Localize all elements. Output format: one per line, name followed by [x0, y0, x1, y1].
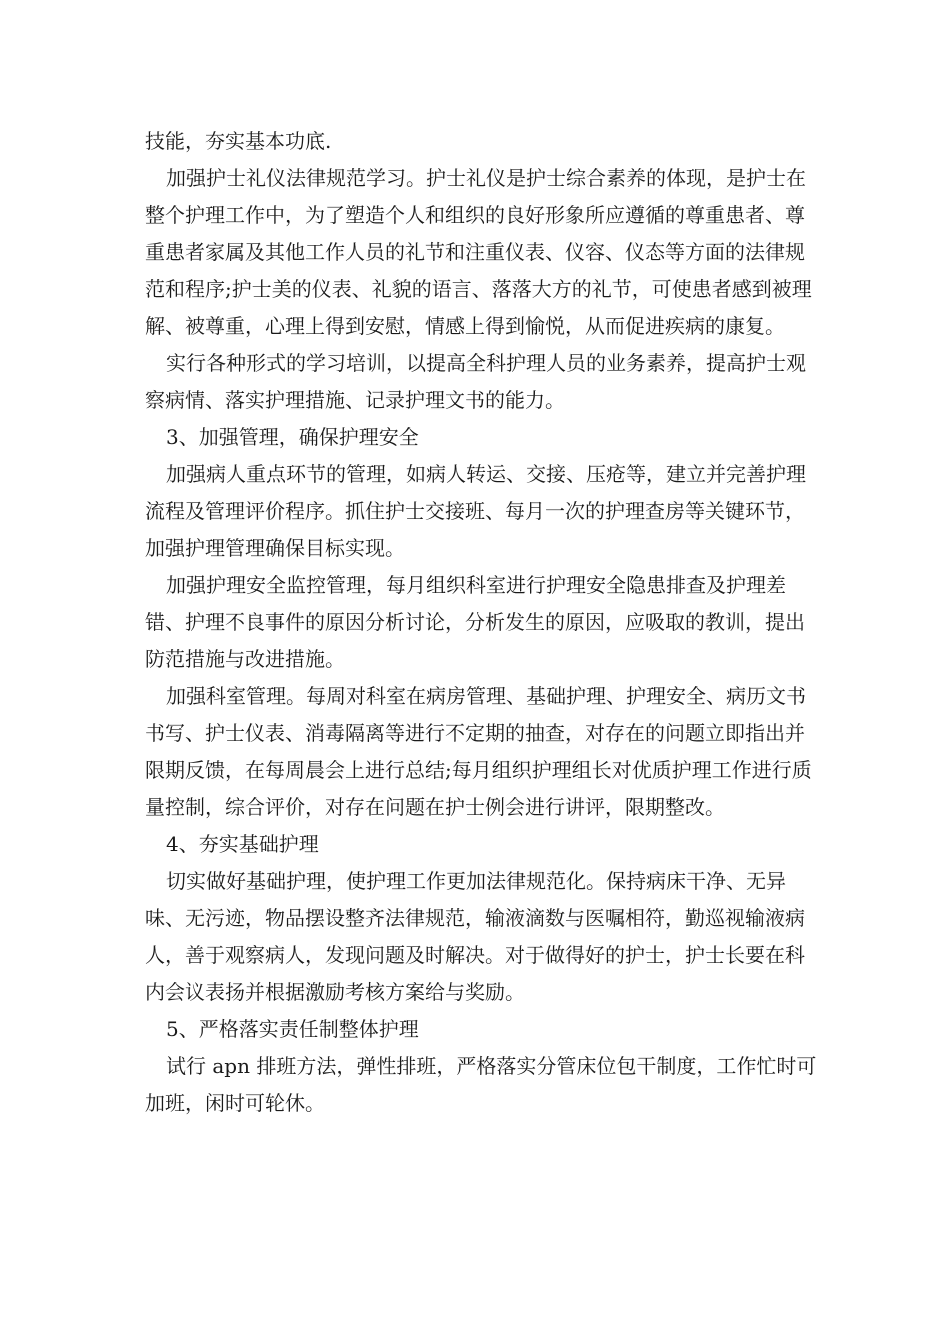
- paragraph-training: 实行各种形式的学习培训，以提高全科护理人员的业务素养，提高护士观察病情、落实护理措施、记录护理文书的能力。: [145, 351, 806, 412]
- document-body: [145, 123, 820, 1122]
- section-heading-3: 3、加强管理，确保护理安全: [166, 425, 419, 449]
- paragraph-basic-nursing: 切实做好基础护理，使护理工作更加法律规范化。保持病床干净、无异味、无污迹，物品摆设整齐法律规范，输液滴数与医嘱相符，勤巡视输液病人，善于观察病人，发现问题及时解决。对于做得好的护士，护士长要在科内会议表扬并根据激励考核方案给与奖励。: [145, 869, 805, 1004]
- paragraph-etiquette-study: 加强护士礼仪法律规范学习。护士礼仪是护士综合素养的体现，是护士在整个护理工作中，为了塑造个人和组织的良好形象所应遵循的尊重患者、尊重患者家属及其他工作人员的礼节和注重仪表、仪容、仪态等方面的法律规范和程序;护士美的仪表、礼貌的语言、落落大方的礼节，可使患者感到被理解、被尊重，心理上得到安慰，情感上得到愉悦，从而促进疾病的康复。: [145, 166, 812, 338]
- paragraph-continuation: 技能，夯实基本功底.: [145, 129, 332, 153]
- paragraph-department-management: 加强科室管理。每周对科室在病房管理、基础护理、护理安全、病历文书书写、护士仪表、消毒隔离等进行不定期的抽查，对存在的问题立即指出并限期反馈，在每周晨会上进行总结;每月组织护理组长对优质护理工作进行质量控制，综合评价，对存在问题在护士例会进行讲评，限期整改。: [145, 684, 812, 819]
- paragraph-key-links: 加强病人重点环节的管理，如病人转运、交接、压疮等，建立并完善护理流程及管理评价程序。抓住护士交接班、每月一次的护理查房等关键环节，加强护理管理确保目标实现。: [145, 462, 806, 560]
- section-heading-5: 5、严格落实责任制整体护理: [166, 1017, 419, 1041]
- paragraph-apn-scheduling: 试行 apn 排班方法，弹性排班，严格落实分管床位包干制度，工作忙时可加班，闲时可轮休。: [145, 1054, 817, 1115]
- section-heading-4: 4、夯实基础护理: [166, 832, 319, 856]
- paragraph-safety-monitoring: 加强护理安全监控管理，每月组织科室进行护理安全隐患排查及护理差错、护理不良事件的原因分析讨论，分析发生的原因，应吸取的教训，提出防范措施与改进措施。: [145, 573, 805, 671]
